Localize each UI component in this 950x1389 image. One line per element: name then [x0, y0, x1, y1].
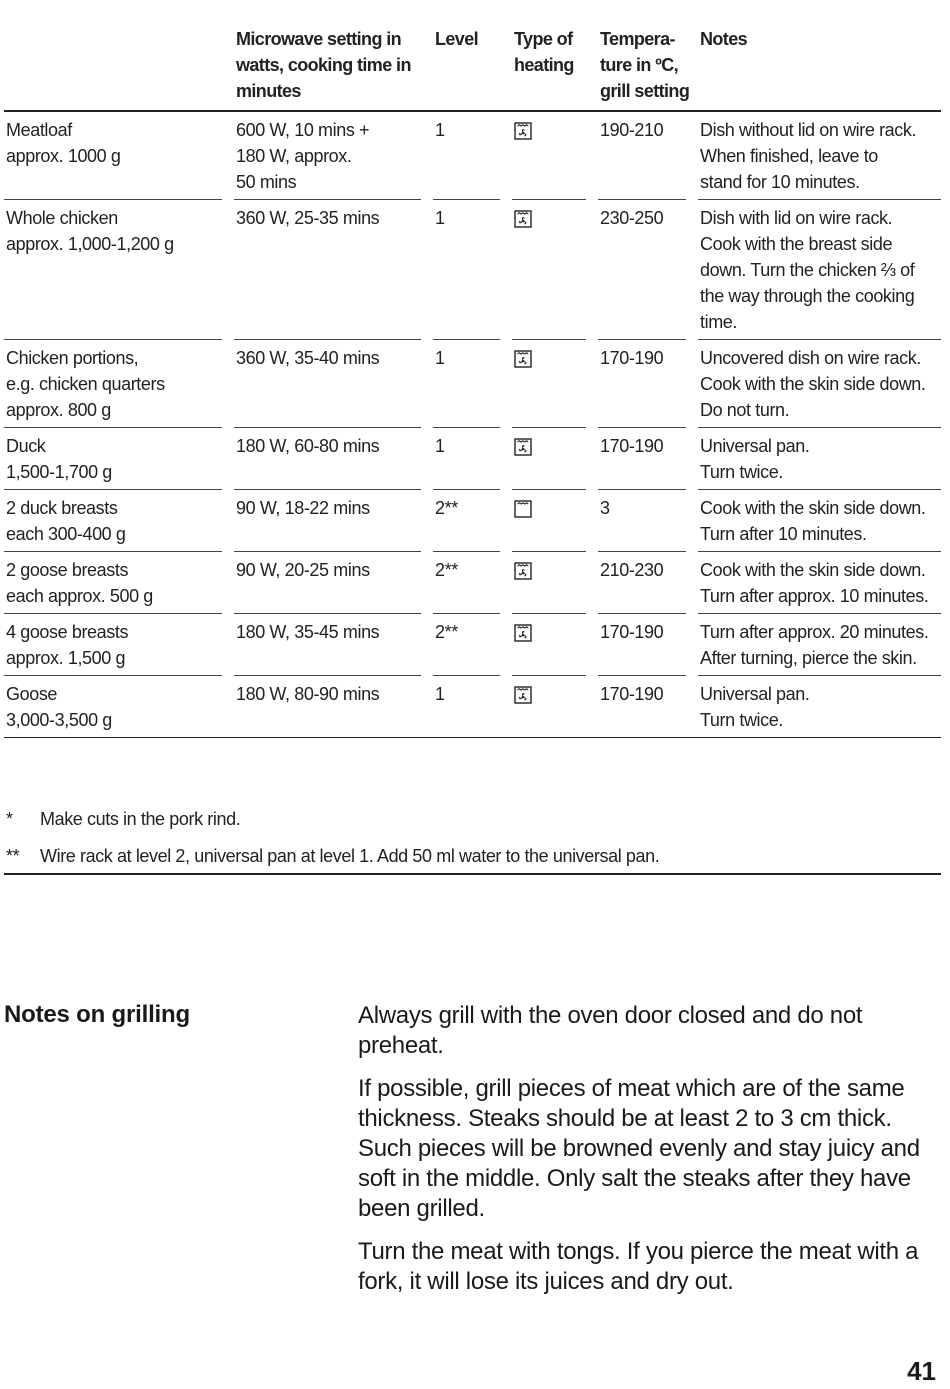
hot-air-grill-icon [514, 209, 532, 227]
footnote [4, 843, 941, 869]
page-number: 41 [907, 1356, 936, 1386]
microwave-cell-line: 90 W, 18-22 mins [236, 498, 370, 518]
heating-cell [512, 340, 598, 428]
level-cell: 1 [433, 676, 512, 738]
notes-cell [698, 614, 941, 676]
hot-air-grill-icon [514, 349, 532, 367]
header-line: Tempera- [600, 29, 675, 49]
header-line: ºC, grill [600, 55, 678, 101]
header-line: in minutes [236, 55, 411, 101]
footnote-mark: * [6, 809, 13, 829]
temperature-cell: 210-230 [598, 552, 698, 614]
hot-air-grill-icon [514, 121, 532, 139]
header-heating [512, 26, 598, 112]
table-row [4, 112, 941, 200]
notes-cell [698, 428, 941, 490]
food-cell [4, 552, 234, 614]
food-cell [4, 676, 234, 738]
level-cell: 2** [433, 490, 512, 552]
notes-cell-line: Dish without lid on wire rack. [700, 120, 917, 140]
notes-cell-line: Cook with the skin side down. [700, 374, 926, 394]
microwave-cell-line: 180 W, 80-90 mins [236, 684, 380, 704]
food-cell-line: approx. 800 g [6, 400, 111, 420]
table-row [4, 200, 941, 340]
food-cell [4, 490, 234, 552]
heating-cell [512, 614, 598, 676]
food-cell [4, 200, 234, 340]
notes-cell-line: the way through the cooking [700, 286, 915, 306]
section-heading: Notes on grilling [4, 1001, 190, 1028]
microwave-cell-line: 50 mins [236, 172, 297, 192]
food-cell-line: 3,000-3,500 g [6, 710, 112, 730]
microwave-cell-line: 180 W, 60-80 mins [236, 436, 380, 456]
microwave-cell [234, 676, 433, 738]
table-row [4, 552, 941, 614]
food-cell-line: 1,500-1,700 g [6, 462, 112, 482]
heating-cell [512, 676, 598, 738]
temperature-cell: 170-190 [598, 340, 698, 428]
cooking-table [4, 26, 941, 738]
notes-cell-line: Universal pan. [700, 684, 810, 704]
hot-air-grill-icon [514, 561, 532, 579]
notes-cell [698, 112, 941, 200]
notes-cell-line: stand for 10 minutes. [700, 172, 860, 192]
header-food [4, 26, 234, 112]
food-cell-line: each 300-400 g [6, 524, 126, 544]
food-cell-line: approx. 1,000-1,200 g [6, 234, 174, 254]
heating-cell [512, 112, 598, 200]
notes-cell-line: Turn twice. [700, 710, 783, 730]
notes-cell-line: When finished, leave to [700, 146, 878, 166]
cooking-table-container [4, 26, 941, 738]
notes-cell [698, 552, 941, 614]
table-row [4, 490, 941, 552]
hot-air-grill-icon [514, 437, 532, 455]
notes-cell [698, 340, 941, 428]
table-header-row [4, 26, 941, 112]
food-cell-line: Chicken portions, [6, 348, 139, 368]
food-cell-line: each approx. 500 g [6, 586, 153, 606]
microwave-cell [234, 552, 433, 614]
food-cell-line: 2 duck breasts [6, 498, 118, 518]
food-cell [4, 428, 234, 490]
food-cell-line: 4 goose breasts [6, 622, 129, 642]
notes-cell [698, 200, 941, 340]
notes-cell-line: Dish with lid on wire rack. [700, 208, 893, 228]
footnote-text: Wire rack at level 2, universal pan at level 1. Add 50 ml water to the universal pan. [40, 846, 660, 866]
food-cell-line: Duck [6, 436, 46, 456]
food-cell-line: Whole chicken [6, 208, 118, 228]
notes-cell-line: Cook with the skin side down. [700, 498, 926, 518]
food-cell-line: 2 goose breasts [6, 560, 129, 580]
header-notes [698, 26, 941, 112]
grill-icon [514, 499, 532, 517]
header-line: watts, cooking time [236, 55, 392, 75]
notes-cell-line: Universal pan. [700, 436, 810, 456]
notes-cell-line: Turn after approx. 10 minutes. [700, 586, 929, 606]
table-row [4, 676, 941, 738]
header-line: heating [514, 55, 574, 75]
notes-cell [698, 490, 941, 552]
temperature-cell: 190-210 [598, 112, 698, 200]
section-paragraph: If possible, grill pieces of meat which are of the same thickness. Steaks should be at least 2 to 3 cm thick. Such pieces will be browned evenly and stay juicy and soft in the middle. Only salt the steaks after they have been grilled. [358, 1075, 920, 1222]
microwave-cell [234, 614, 433, 676]
notes-cell-line: After turning, pierce the skin. [700, 648, 917, 668]
microwave-cell-line: 600 W, 10 mins + [236, 120, 370, 140]
footnotes [4, 806, 941, 869]
food-cell-line: Goose [6, 684, 58, 704]
header-line: setting [634, 81, 690, 101]
notes-cell-line: time. [700, 312, 738, 332]
heating-cell [512, 552, 598, 614]
notes-cell-line: Do not turn. [700, 400, 790, 420]
level-cell: 2** [433, 614, 512, 676]
heating-cell [512, 490, 598, 552]
header-line: Type of [514, 29, 573, 49]
footnote-divider [4, 873, 941, 875]
microwave-cell [234, 112, 433, 200]
food-cell [4, 340, 234, 428]
microwave-cell [234, 340, 433, 428]
food-cell-line: approx. 1000 g [6, 146, 121, 166]
notes-cell-line: Turn after approx. 20 minutes. [700, 622, 929, 642]
food-cell-line: e.g. chicken quarters [6, 374, 165, 394]
header-temperature [598, 26, 698, 112]
table-row [4, 614, 941, 676]
food-cell [4, 112, 234, 200]
notes-cell-line: down. Turn the chicken ⅔ of [700, 260, 915, 280]
food-cell [4, 614, 234, 676]
notes-cell-line: Turn after 10 minutes. [700, 524, 867, 544]
table-row [4, 428, 941, 490]
microwave-cell [234, 490, 433, 552]
header-level [433, 26, 512, 112]
heating-cell [512, 200, 598, 340]
notes-cell-line: Cook with the skin side down. [700, 560, 926, 580]
temperature-cell: 170-190 [598, 676, 698, 738]
microwave-cell-line: 180 W, approx. [236, 146, 352, 166]
food-cell-line: Meatloaf [6, 120, 72, 140]
food-cell-line: approx. 1,500 g [6, 648, 126, 668]
temperature-cell: 170-190 [598, 614, 698, 676]
temperature-cell: 170-190 [598, 428, 698, 490]
notes-cell [698, 676, 941, 738]
footnote-mark: ** [6, 846, 20, 866]
level-cell: 1 [433, 112, 512, 200]
hot-air-grill-icon [514, 685, 532, 703]
header-line: Level [435, 29, 479, 49]
level-cell: 2** [433, 552, 512, 614]
table-row [4, 340, 941, 428]
header-line: Microwave setting in [236, 29, 402, 49]
temperature-cell: 3 [598, 490, 698, 552]
table-body [4, 112, 941, 738]
heating-cell [512, 428, 598, 490]
level-cell: 1 [433, 200, 512, 340]
level-cell: 1 [433, 428, 512, 490]
header-microwave [234, 26, 433, 112]
microwave-cell-line: 360 W, 25-35 mins [236, 208, 380, 228]
notes-cell-line: Turn twice. [700, 462, 783, 482]
microwave-cell-line: 180 W, 35-45 mins [236, 622, 380, 642]
microwave-cell [234, 200, 433, 340]
level-cell: 1 [433, 340, 512, 428]
notes-cell-line: Cook with the breast side [700, 234, 893, 254]
section-paragraph: Turn the meat with tongs. If you pierce the meat with a fork, it will lose its juices and dry out. [358, 1238, 919, 1295]
header-line: Notes [700, 29, 748, 49]
section-body [358, 1001, 948, 1310]
microwave-cell-line: 360 W, 35-40 mins [236, 348, 380, 368]
microwave-cell [234, 428, 433, 490]
notes-cell-line: Uncovered dish on wire rack. [700, 348, 921, 368]
header-line: ture in [600, 55, 651, 75]
temperature-cell: 230-250 [598, 200, 698, 340]
footnote [4, 806, 941, 832]
hot-air-grill-icon [514, 623, 532, 641]
footnote-text: Make cuts in the pork rind. [40, 809, 241, 829]
section-paragraph: Always grill with the oven door closed and do not preheat. [358, 1002, 863, 1059]
microwave-cell-line: 90 W, 20-25 mins [236, 560, 370, 580]
